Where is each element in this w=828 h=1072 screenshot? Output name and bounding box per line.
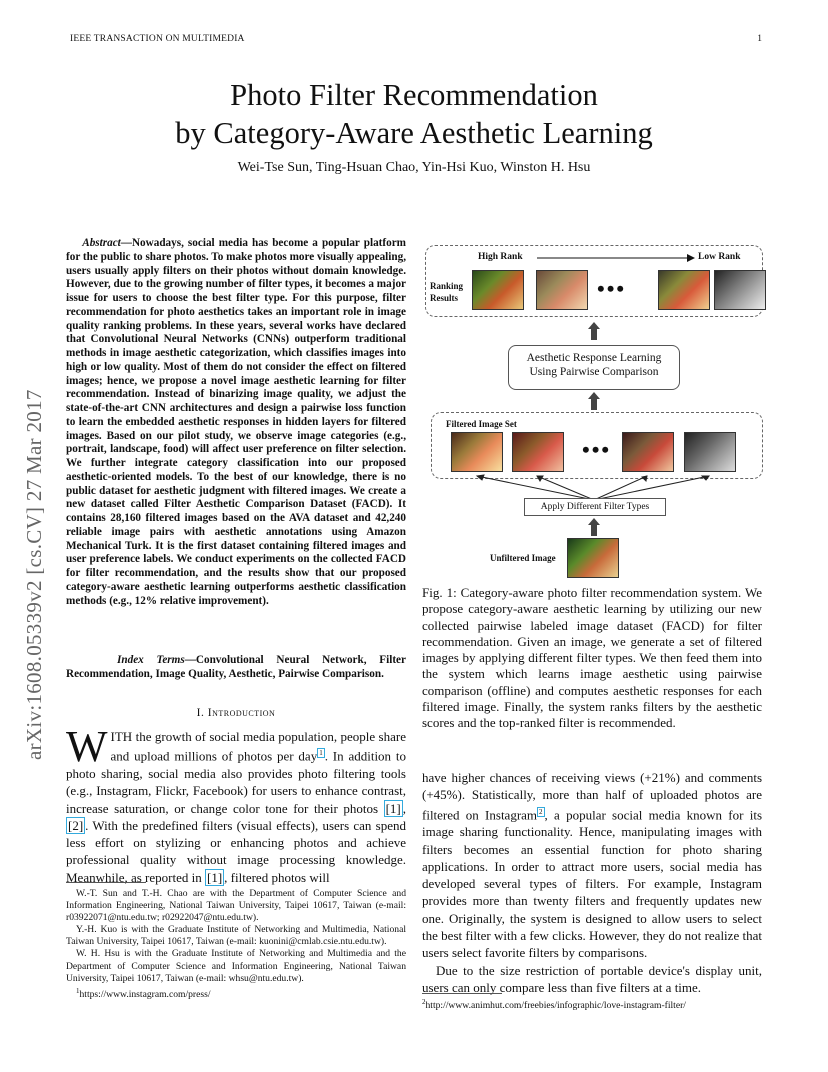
footnote-rule [66, 882, 146, 883]
up-arrow-icon [588, 322, 600, 340]
paragraph [422, 769, 762, 962]
ellipsis-icon: ••• [582, 437, 612, 462]
footnote: W. H. Hsu is with the Graduate Institute of Networking and Multimedia and the Department of Computer Science and Information Engineering, National Taiwan University, Taipei 10617, Taiwan (e-mail: whsu@ntu.edu.tw). [66, 948, 406, 984]
citation-link[interactable]: [1] [385, 800, 401, 816]
aesthetic-learning-box [508, 345, 680, 390]
learning-box-line-1: Aesthetic Response Learning [526, 352, 662, 364]
abstract-label: Abstract [82, 237, 121, 249]
page-number: 1 [757, 34, 762, 44]
title-line-1: Photo Filter Recommendation [230, 78, 598, 112]
paper-title [0, 76, 828, 152]
title-line-2: by Category-Aware Aesthetic Learning [175, 116, 653, 150]
footnote-mark: 1 [76, 986, 80, 995]
footnote: Y.-H. Kuo is with the Graduate Institute of Networking and Multimedia, National Taiwan University, Taipei 10617, Taiwan (e-mail: kuonini@cmlab.csie.ntu.edu.tw). [66, 924, 406, 948]
body-text: have higher chances of receiving views (+21%) and comments (+45%). Statistically, more than half of uploaded photos are filtered on Instagram [422, 770, 762, 822]
index-terms-text: —Convolutional Neural Network, Filter Recommendation, Image Quality, Aesthetic, Pairwise Comparison. [66, 654, 406, 680]
ranked-image-2 [536, 270, 588, 310]
low-rank-label: Low Rank [698, 252, 741, 262]
filtered-image-2 [512, 432, 564, 472]
intro-text: , filtered photos will [224, 869, 330, 885]
up-arrow-icon [588, 518, 600, 536]
running-head: IEEE TRANSACTION ON MULTIMEDIA [70, 34, 245, 44]
ranked-image-3 [658, 270, 710, 310]
unfiltered-image-label: Unfiltered Image [490, 553, 556, 563]
filtered-image-4 [684, 432, 736, 472]
abstract [66, 237, 406, 608]
ranked-image-4 [714, 270, 766, 310]
rank-arrow [537, 252, 695, 264]
section-heading: I. Introduction [196, 707, 276, 719]
filtered-image-1 [451, 432, 503, 472]
apply-filters-box: Apply Different Filter Types [524, 498, 666, 516]
body-text-right [422, 769, 762, 996]
footnote-link-1[interactable]: 1 [319, 749, 323, 758]
footnote-2 [422, 998, 686, 1011]
ranked-image-1 [472, 270, 524, 310]
ranking-results-label: Ranking Results [430, 281, 464, 303]
figure-1 [422, 240, 766, 580]
filtered-image-set-label: Filtered Image Set [446, 419, 517, 429]
footnote-url[interactable]: http://www.animhut.com/freebies/infographic/love-instagram-filter/ [425, 1000, 686, 1012]
abstract-text: —Nowadays, social media has become a popular platform for the public to share photos. To make photos more visually appealing, users usually apply filters on their photos without domain knowledge. However, due to the growing number of filter types, it becomes a major issue for users to choose the best filter type. For this purpose, filter recommendation for photo aesthetics takes an important role in image quality ranking problems. In these years, several works have declared that Convolutional Neural Networks (CNNs) outperform traditional methods in image aesthetic categorization, which classifies images into high or low quality. Most of them do not consider the effect on filtered images; hence, we propose a novel image aesthetic learning for filter recommendation. Instead of binarizing image quality, we adjust the state-of-the-art CNN architectures and design a pairwise loss function to learn the embedded aesthetic responses in hidden layers for filtered images. Based on our pilot study, we observe image categories (e.g., portrait, landscape, food) will affect user preference on filter selection. We further integrate category classification into our proposed aesthetic-oriented models. To the best of our knowledge, there is no public dataset for aesthetic judgment with filtered images. We create a new dataset called Filter Aesthetic Comparison Dataset (FACD). It contains 28,160 filtered images based on the AVA dataset and 42,240 reliable image pairs with aesthetic annotations using Amazon Mechanical Turk. It is the first dataset containing filtered images and user preference labels. We conduct experiments on the collected FACD for filter recommendation, and the results show that our proposed category-aware aesthetic learning outperforms aesthetic classification methods (e.g., 12% relative improvement). [66, 237, 406, 607]
figure-caption: Fig. 1: Category-aware photo filter recommendation system. We propose category-aware aesthetic learning by utilizing our new collected pairwise labeled image dataset (FACD) for filter recommendation. Given an image, we generate a set of filtered images by applying different filter types. We then feed them into the system which learns image aesthetic using pairwise comparison (offline) and computes aesthetic responses for each filtered image. Finally, the system ranks filters by the aesthetic scores and the top-ranked filter is recommended. [422, 585, 762, 731]
up-arrow-icon [588, 392, 600, 410]
footnote-1 [66, 985, 406, 1001]
citation-link[interactable]: [1] [206, 869, 223, 885]
citation-link[interactable]: [2] [68, 817, 84, 833]
footnote-link-2[interactable]: 2 [539, 807, 543, 816]
footnote-url[interactable]: https://www.instagram.com/press/ [79, 988, 211, 1000]
paragraph: Due to the size restriction of portable device's display unit, users can only compare less than five filters at a time. [422, 962, 762, 995]
ellipsis-icon: ••• [597, 276, 627, 301]
index-terms-label: Index Terms [117, 654, 185, 666]
intro-paragraph [66, 722, 407, 886]
footnote-mark: 2 [422, 998, 426, 1006]
arxiv-stamp: arXiv:1608.05339v2 [cs.CV] 27 Mar 2017 [22, 389, 46, 760]
intro-text: , [402, 800, 406, 816]
footnote-rule [422, 993, 502, 994]
body-text: , a popular social media known for its image sharing functionality. Hence, manipulating images with filters becomes an essential function for photo sharing applications. In order to attract more users, social media has developed several types of filters. For example, Instagram provides more than twenty filters and frequently updates new one. Originally, the system is designed to allow users to select the best filter with a few clicks. However, they do not realize that users select favorite filters by comparisons. [422, 806, 763, 961]
filtered-image-3 [622, 432, 674, 472]
intro-text: . In addition to photo sharing, social media also provides photo filtering tools (e.g., Instagram, Flickr, Facebook) for users to enhance contrast, increase saturation, or change color tone for their photos [66, 748, 407, 816]
index-terms [66, 654, 406, 682]
footnote: W.-T. Sun and T.-H. Chao are with the Department of Computer Science and Information Engineering, National Taiwan University, Taipei 10617, Taiwan (e-mail: r03922071@ntu.edu.tw; r02922047@ntu.edu.tw). [66, 888, 406, 924]
intro-text: . With the predefined filters (visual effects), users can spend less effort on stylizing or enhancing photos and achieve professional quality without image processing knowledge. Meanwhile, as reported in [66, 817, 406, 885]
learning-box-line-2: Using Pairwise Comparison [529, 366, 659, 378]
author-list: Wei-Tse Sun, Ting-Hsuan Chao, Yin-Hsi Kuo, Winston H. Hsu [237, 160, 591, 175]
intro-text: ITH the growth of social media population, people share and upload millions of photos per day [110, 729, 406, 764]
affiliation-footnotes [66, 888, 406, 1001]
high-rank-label: High Rank [478, 252, 523, 262]
drop-cap: W [66, 722, 108, 771]
unfiltered-image [567, 538, 619, 578]
